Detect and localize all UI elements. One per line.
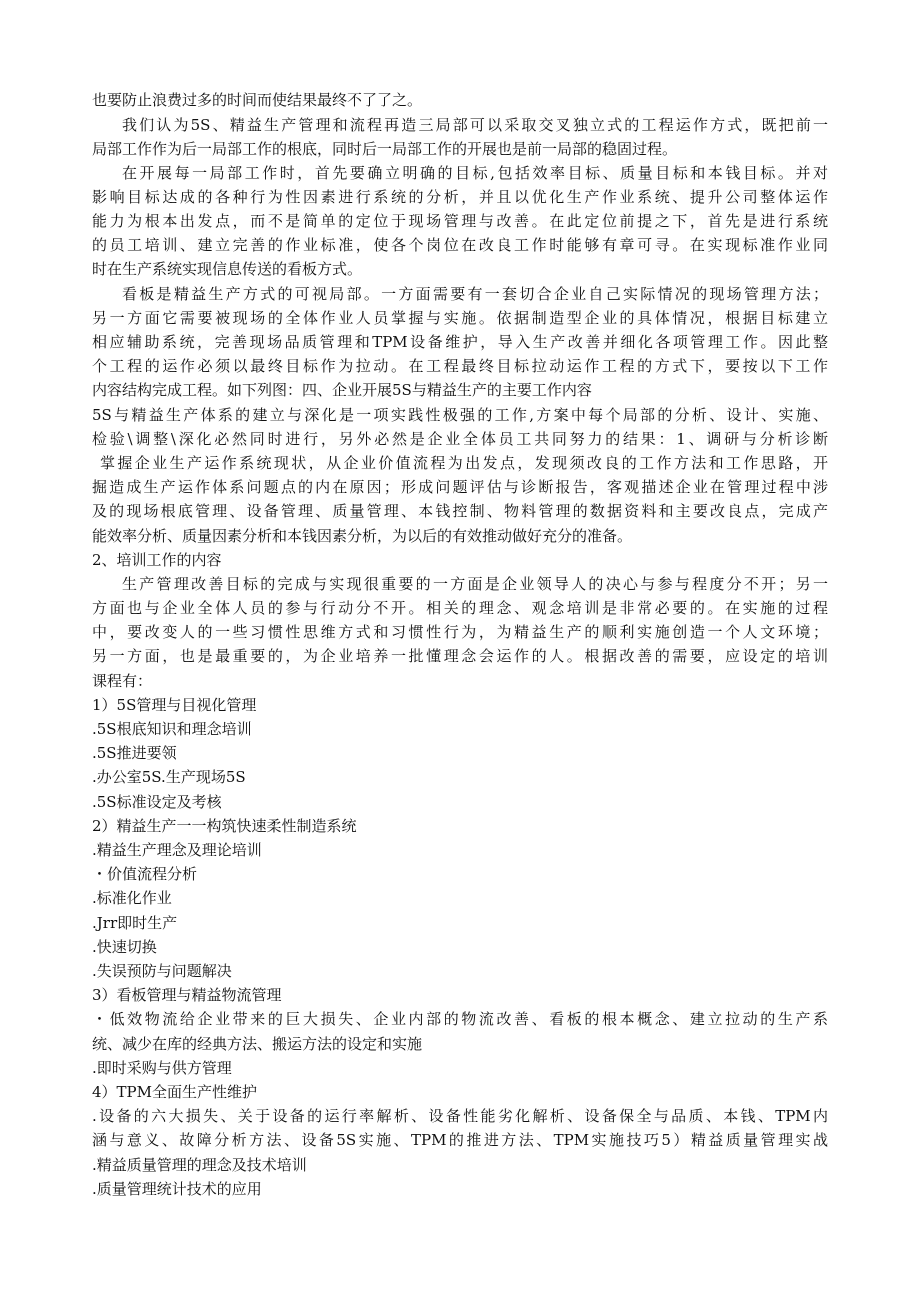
paragraph-line: 内容结构完成工程。如下列图：四、企业开展5S与精益生产的主要工作内容 bbox=[92, 381, 592, 399]
course-item: .Jrr即时生产 bbox=[92, 914, 178, 932]
course-item: .标准化作业 bbox=[92, 889, 172, 907]
course-item: .质量管理统计技术的应用 bbox=[92, 1180, 262, 1198]
paragraph-line: 在开展每一局部工作时，首先要确立明确的目标,包括效率目标、质量目标和本钱目标。并对 bbox=[122, 164, 828, 182]
paragraph-line: 能力为根本出发点，而不是简单的定位于现场管理与改善。在此定位前提之下，首先是进行系统 bbox=[92, 212, 828, 230]
course-item: .精益质量管理的理念及技术培训 bbox=[92, 1156, 307, 1174]
text-line: 也要防止浪费过多的时间而使结果最终不了了之。 bbox=[92, 91, 423, 109]
section-heading: 2、培训工作的内容 bbox=[92, 551, 222, 569]
course-item: .即时采购与供方管理 bbox=[92, 1059, 232, 1077]
paragraph-line: 生产管理改善目标的完成与实现很重要的一方面是企业领导人的决心与参与程度分不开；另一 bbox=[122, 575, 828, 593]
course-heading: 2）精益生产一一构筑快速柔性制造系统 bbox=[92, 817, 357, 835]
paragraph-line: 中，要改变人的一些习惯性思维方式和习惯性行为，为精益生产的顺利实施创造一个人文环境； bbox=[92, 623, 828, 641]
course-item: .设备的六大损失、关于设备的运行率解析、设备性能劣化解析、设备保全与品质、本钱、TPM内 bbox=[92, 1107, 828, 1125]
paragraph-line: 看板是精益生产方式的可视局部。一方面需要有一套切合企业自己实际情况的现场管理方法； bbox=[122, 285, 828, 303]
course-item: 涵与意义、故障分析方法、设备5S实施、TPM的推进方法、TPM实施技巧5）精益质量管理实战 bbox=[92, 1131, 828, 1149]
paragraph-line: 掌握企业生产运作系统现状，从企业价值流程为出发点，发现须改良的工作方法和工作思路，开 bbox=[100, 454, 828, 472]
course-item: .办公室5S.生产现场5S bbox=[92, 768, 246, 786]
course-item: .快速切换 bbox=[92, 938, 157, 956]
paragraph-line: 个工程的运作必须以最终目标作为拉动。在工程最终目标拉动运作工程的方式下，要按以下工作 bbox=[92, 357, 828, 375]
paragraph-line: 另一方面，也是最重要的，为企业培养一批懂理念会运作的人。根据改善的需要，应设定的培训 bbox=[92, 647, 828, 665]
paragraph-line: 5S与精益生产体系的建立与深化是一项实践性极强的工作,方案中每个局部的分析、设计、实施、 bbox=[92, 406, 828, 424]
paragraph-line: 另一方面它需要被现场的全体作业人员掌握与实施。依据制造型企业的具体情况，根据目标建立 bbox=[92, 309, 828, 327]
paragraph-line: 及的现场根底管理、设备管理、质量管理、本钱控制、物料管理的数据资料和主要改良点，完成产 bbox=[92, 502, 828, 520]
course-item: .5S标准设定及考核 bbox=[92, 793, 222, 811]
paragraph-line: 局部工作作为后一局部工作的根底，同时后一局部工作的开展也是前一局部的稳固过程。 bbox=[92, 140, 678, 158]
paragraph-line: 相应辅助系统，完善现场品质管理和TPM设备维护，导入生产改善并细化各项管理工作。因此整 bbox=[92, 333, 828, 351]
paragraph-line: 课程有： bbox=[92, 672, 153, 690]
paragraph-line: 方面也与企业全体人员的参与行动分不开。相关的理念、观念培训是非常必要的。在实施的过程 bbox=[92, 599, 828, 617]
paragraph-line: 影响目标达成的各种行为性因素进行系统的分析，并且以优化生产作业系统、提升公司整体运作 bbox=[92, 188, 828, 206]
course-item: 统、减少在库的经典方法、搬运方法的设定和实施 bbox=[92, 1035, 423, 1053]
course-item: .5S推进要领 bbox=[92, 744, 177, 762]
course-heading: 1）5S管理与目视化管理 bbox=[92, 696, 257, 714]
course-item: .5S根底知识和理念培训 bbox=[92, 720, 252, 738]
course-item: ・价值流程分析 bbox=[92, 865, 198, 883]
paragraph-line: 我们认为5S、精益生产管理和流程再造三局部可以采取交叉独立式的工程运作方式，既把前一 bbox=[122, 116, 828, 134]
paragraph-line: 时在生产系统实现信息传送的看板方式。 bbox=[92, 260, 363, 278]
paragraph-line: 掘造成生产运作体系问题点的内在原因；形成问题评估与诊断报告，客观描述企业在管理过程中涉 bbox=[92, 478, 828, 496]
paragraph-line: 的员工培训、建立完善的作业标准，使各个岗位在改良工作时能够有章可寻。在实现标准作业同 bbox=[92, 236, 828, 254]
course-heading: 3）看板管理与精益物流管理 bbox=[92, 986, 282, 1004]
course-item: .失误预防与问题解决 bbox=[92, 962, 232, 980]
paragraph-line: 能效率分析、质量因素分析和本钱因素分析，为以后的有效推动做好充分的准备。 bbox=[92, 527, 633, 545]
course-heading: 4）TPM全面生产性维护 bbox=[92, 1083, 258, 1101]
course-item: ・低效物流给企业带来的巨大损失、企业内部的物流改善、看板的根本概念、建立拉动的生产系 bbox=[92, 1010, 828, 1028]
paragraph-line: 检验\调整\深化必然同时进行，另外必然是企业全体员工共同努力的结果：1、调研与分析诊断 bbox=[92, 430, 828, 448]
course-item: .精益生产理念及理论培训 bbox=[92, 841, 262, 859]
